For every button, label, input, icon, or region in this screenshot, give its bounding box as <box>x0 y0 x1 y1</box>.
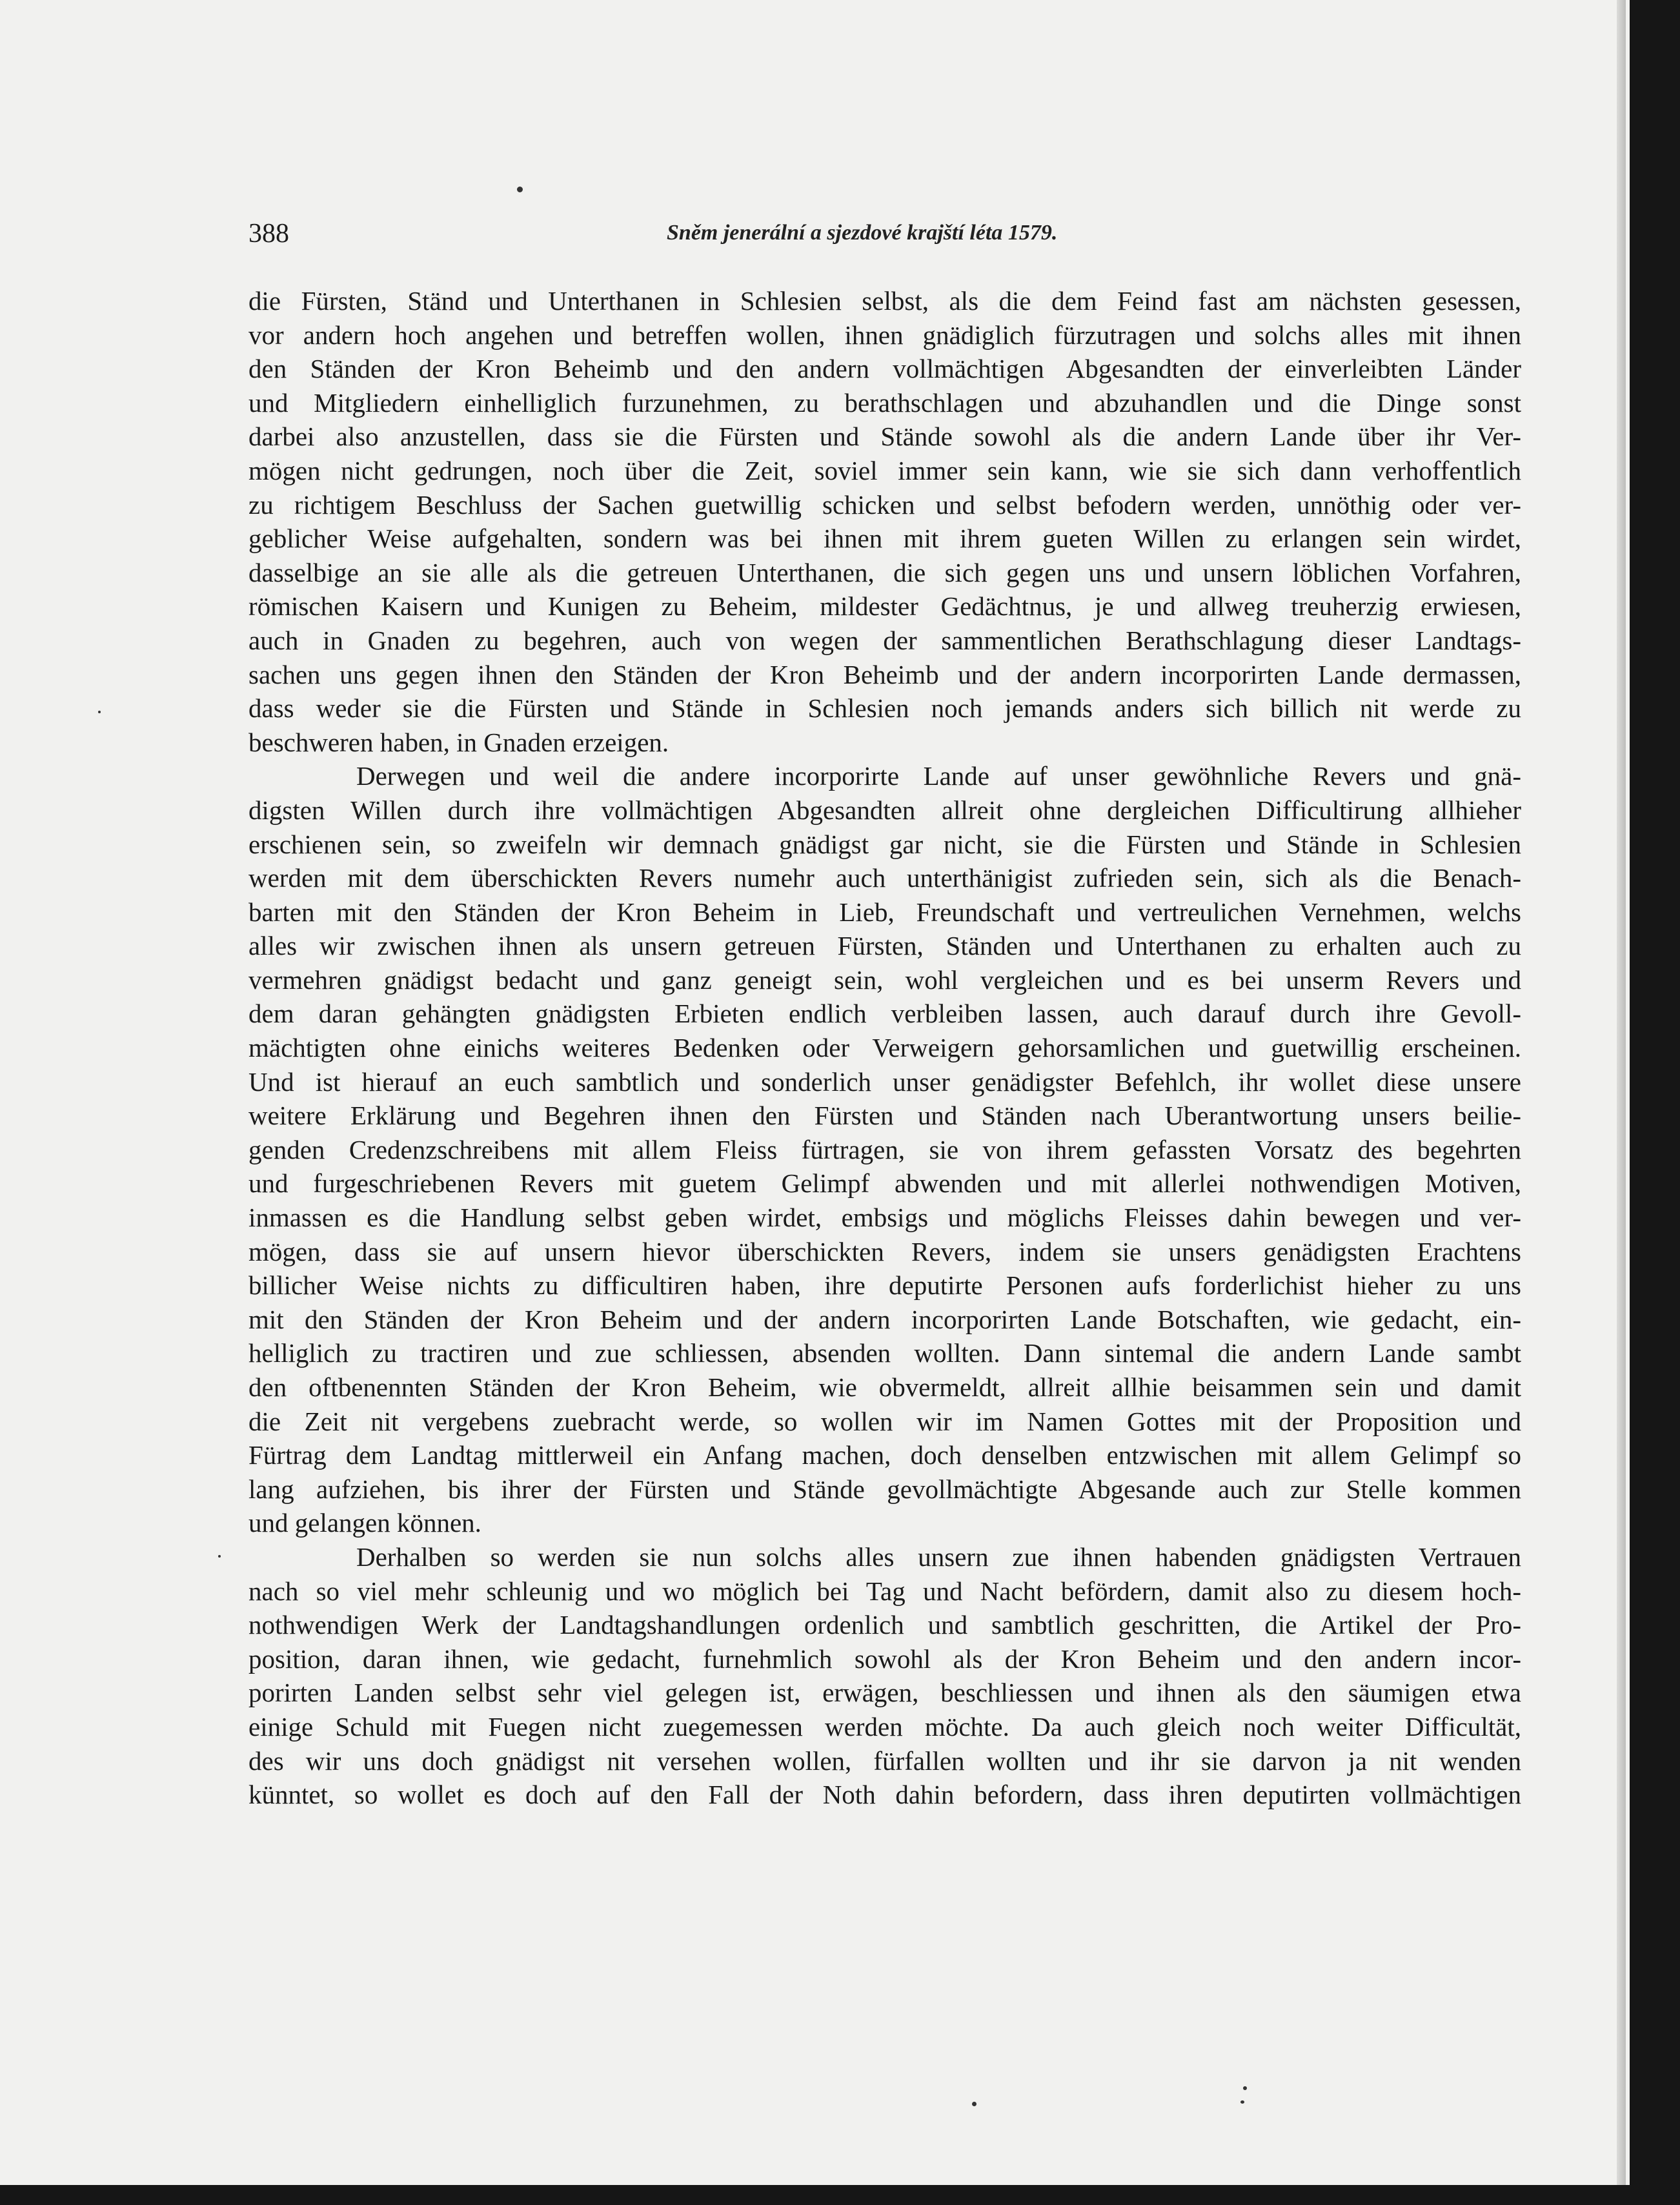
text-line: römischen Kaisern und Kunigen zu Beheim, mildester Gedächtnus, je und allweg treuherzig erwiesen, <box>248 591 1521 622</box>
scan-speck <box>218 1555 221 1558</box>
scan-speck <box>517 187 523 192</box>
scan-speck <box>972 2102 977 2106</box>
text-line: genden Credenzschreibens mit allem Fleiss fürtragen, sie von ihrem gefassten Vorsatz des begehrten <box>248 1134 1521 1164</box>
text-line: alles wir zwischen ihnen als unsern getreuen Fürsten, Ständen und Unterthanen zu erhalten auch zu <box>248 931 1521 961</box>
text-line: mögen, dass sie auf unsern hievor überschickten Revers, indem sie unsers genädigsten Erachtens <box>248 1236 1521 1266</box>
text-line: den oftbenennten Ständen der Kron Beheim, wie obvermeldt, allreit allhie beisammen sein und damit <box>248 1372 1521 1402</box>
text-line: digsten Willen durch ihre vollmächtigen Abgesandten allreit ohne dergleichen Difficultirung allhieher <box>248 795 1521 825</box>
text-line: nothwendigen Werk der Landtagshandlungen ordenlich und sambtlich geschritten, die Artikel der Pro- <box>248 1610 1521 1640</box>
text-line: mächtigten ohne einichs weiteres Bedenken oder Verweigern gehorsamlichen und guetwillig erscheinen. <box>248 1033 1521 1063</box>
text-line: und furgeschriebenen Revers mit guetem Gelimpf abwenden und mit allerlei nothwendigen Motiven, <box>248 1168 1521 1199</box>
scan-border-right <box>1630 0 1680 2205</box>
scan-speck <box>1243 2086 1247 2090</box>
text-line: dass weder sie die Fürsten und Stände in Schlesien noch jemands anders sich billich nit werde zu <box>248 693 1521 724</box>
text-line: vor andern hoch angehen und betreffen wollen, ihnen gnädiglich fürzutragen und solchs alles mit ihnen <box>248 320 1521 350</box>
text-line: geblicher Weise aufgehalten, sondern was bei ihnen mit ihrem gueten Willen zu erlangen sein wirdet, <box>248 523 1521 554</box>
body-text <box>248 284 1521 1812</box>
text-line: auch in Gnaden zu begehren, auch von wegen der sammentlichen Berathschlagung dieser Landtags- <box>248 625 1521 655</box>
text-line: billicher Weise nichts zu difficultiren haben, ihre deputirte Personen aufs forderlichist hieher zu uns <box>248 1270 1521 1301</box>
text-line: mit den Ständen der Kron Beheim und der andern incorporirten Lande Botschaften, wie gedacht, ein- <box>248 1304 1521 1334</box>
text-line: vermehren gnädigst bedacht und ganz geneigt sein, wohl vergleichen und es bei unserm Revers und <box>248 964 1521 995</box>
scan-speck <box>98 711 101 713</box>
text-line: und Mitgliedern einhelliglich furzunehmen, zu berathschlagen und abzuhandlen und die Dinge sonst <box>248 387 1521 418</box>
page-number: 388 <box>248 219 289 249</box>
text-line: und gelangen können. <box>248 1508 481 1538</box>
text-line: lang aufziehen, bis ihrer der Fürsten und Stände gevollmächtigte Abgesande auch zur Stelle kommen <box>248 1474 1521 1504</box>
text-line: mögen nicht gedrungen, noch über die Zeit, soviel immer sein kann, wie sie sich dann verhoffentlich <box>248 455 1521 485</box>
text-line: sachen uns gegen ihnen den Ständen der Kron Beheimb und der andern incorporirten Lande dermassen, <box>248 659 1521 689</box>
text-line: einige Schuld mit Fuegen nicht zuegemessen werden möchte. Da auch gleich noch weiter Difficultät, <box>248 1711 1521 1742</box>
text-line: Und ist hierauf an euch sambtlich und sonderlich unser genädigster Befehlch, ihr wollet diese unsere <box>248 1066 1521 1097</box>
text-line: inmassen es die Handlung selbst geben wirdet, embsigs und möglichs Fleisses dahin bewegen und ver- <box>248 1203 1521 1233</box>
text-line: werden mit dem überschickten Revers numehr auch unterthänigist zufrieden sein, sich als die Benach- <box>248 863 1521 893</box>
text-line: des wir uns doch gnädigst nit versehen wollen, fürfallen wollten und ihr sie darvon ja nit wenden <box>248 1745 1521 1776</box>
text-line: nach so viel mehr schleunig und wo möglich bei Tag und Nacht befördern, damit also zu diesem hoch- <box>248 1576 1521 1606</box>
text-line: dasselbige an sie alle als die getreuen Unterthanen, die sich gegen uns und unsern löblichen Vorfahren, <box>248 557 1521 587</box>
text-line: zu richtigem Beschluss der Sachen guetwillig schicken und selbst befodern werden, unnöthig oder ver- <box>248 489 1521 520</box>
scan-speck <box>1240 2100 1244 2104</box>
text-line: darbei also anzustellen, dass sie die Fürsten und Stände sowohl als die andern Lande über ihr Ver- <box>248 422 1521 452</box>
text-line: künntet, so wollet es doch auf den Fall der Noth dahin befordern, dass ihren deputirten vollmächtigen <box>248 1780 1521 1810</box>
text-line: den Ständen der Kron Beheimb und den andern vollmächtigen Abgesandten der einverleibten Länder <box>248 354 1521 384</box>
text-line: barten mit den Ständen der Kron Beheim in Lieb, Freundschaft und vertreulichen Vernehmen, welchs <box>248 897 1521 927</box>
running-title: Sněm jenerální a sjezdové krajští léta 1579. <box>667 221 1058 245</box>
scan-border-bottom <box>0 2185 1680 2205</box>
text-line: position, daran ihnen, wie gedacht, furnehmlich sowohl als der Kron Beheim und den andern incor- <box>248 1643 1521 1674</box>
text-line: dem daran gehängten gnädigsten Erbieten endlich verbleiben lassen, auch darauf durch ihre Gevoll- <box>248 999 1521 1029</box>
text-line: erschienen sein, so zweifeln wir demnach gnädigst gar nicht, sie die Fürsten und Stände in Schlesien <box>248 829 1521 859</box>
page-header <box>248 218 1113 257</box>
text-line: helliglich zu tractiren und zue schliessen, absenden wollten. Dann sintemal die andern Lande sambt <box>248 1338 1521 1368</box>
text-line: Derhalben so werden sie nun solchs alles unsern zue ihnen habenden gnädigsten Vertrauen <box>356 1541 1521 1572</box>
page-edge-shadow <box>1617 0 1626 2185</box>
text-line: Fürtrag dem Landtag mittlerweil ein Anfang machen, doch denselben entzwischen mit allem Gelimpf so <box>248 1440 1521 1470</box>
text-line: porirten Landen selbst sehr viel gelegen ist, erwägen, beschliessen und ihnen als den säumigen etwa <box>248 1678 1521 1708</box>
text-line: die Fürsten, Ständ und Unterthanen in Schlesien selbst, als die dem Feind fast am nächsten gesessen, <box>248 286 1521 316</box>
text-line: Derwegen und weil die andere incorporirte Lande auf unser gewöhnliche Revers und gnä- <box>356 761 1521 791</box>
text-line: die Zeit nit vergebens zuebracht werde, so wollen wir im Namen Gottes mit der Proposition und <box>248 1406 1521 1436</box>
text-line: beschweren haben, in Gnaden erzeigen. <box>248 727 669 757</box>
text-line: weitere Erklärung und Begehren ihnen den Fürsten und Ständen nach Uberantwortung unsers beilie- <box>248 1101 1521 1131</box>
